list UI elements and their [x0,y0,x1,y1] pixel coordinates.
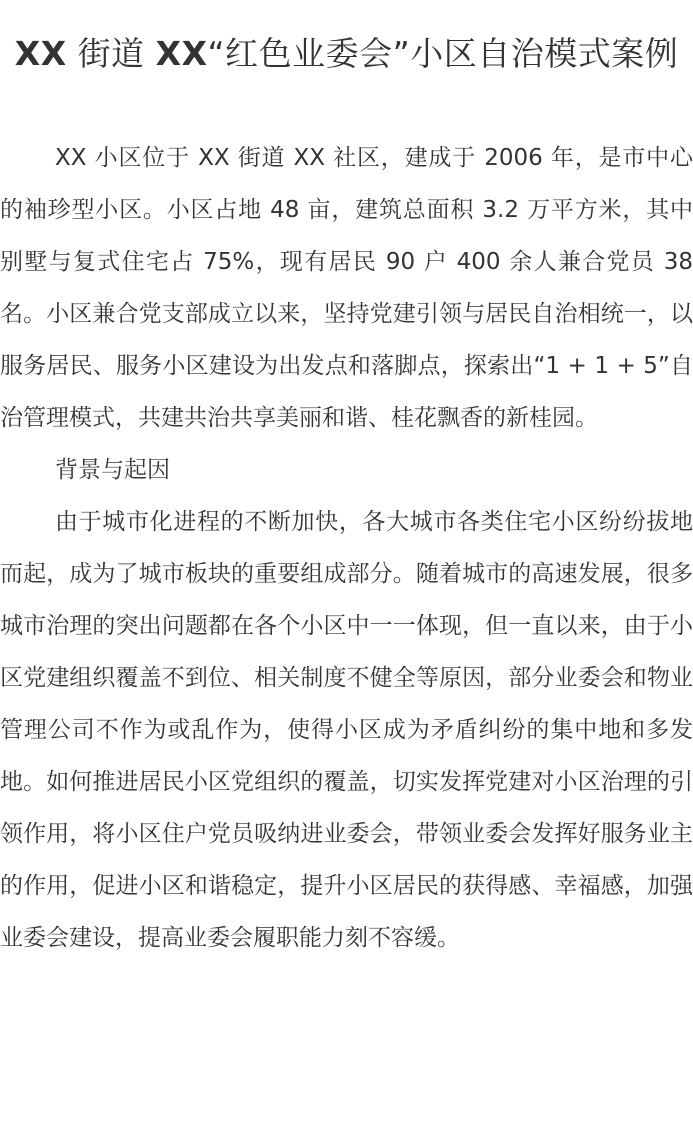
title-community-placeholder: XX [155,34,208,73]
title-street-label: 街道 [66,34,156,73]
document-page [0,28,693,964]
section-heading-background: 背景与起因 [55,457,170,483]
paragraph-intro: XX 小区位于 XX 街道 XX 社区，建成于 2006 年，是市中心的袖珍型小区。小区占地 48 亩，建筑总面积 3.2 万平方米，其中别墅与复式住宅占 75%，现有居民 90 户 400 余人兼合党员 38 名。小区兼合党支部成立以来，坚持党建引领与居民自治相统一，以服务居民、服务小区建设为出发点和落脚点，探索出“1 + 1 + 5”自治管理模式，共建共治共享美丽和谐、桂花飘香的新桂园。 [0,145,693,431]
page-title [0,28,693,80]
paragraph-background: 由于城市化进程的不断加快，各大城市各类住宅小区纷纷拔地而起，成为了城市板块的重要组成部分。随着城市的高速发展，很多城市治理的突出问题都在各个小区中一一体现，但一直以来，由于小区党建组织覆盖不到位、相关制度不健全等原因，部分业委会和物业管理公司不作为或乱作为，使得小区成为矛盾纠纷的集中地和多发地。如何推进居民小区党组织的覆盖，切实发挥党建对小区治理的引领作用，将小区住户党员吸纳进业委会，带领业委会发挥好服务业主的作用，促进小区和谐稳定，提升小区居民的获得感、幸福感，加强业委会建设，提高业委会履职能力刻不容缓。 [0,509,693,951]
document-body [0,132,693,964]
title-main-text: “红色业委会”小区自治模式案例 [207,34,679,73]
title-street-placeholder: XX [14,34,67,73]
